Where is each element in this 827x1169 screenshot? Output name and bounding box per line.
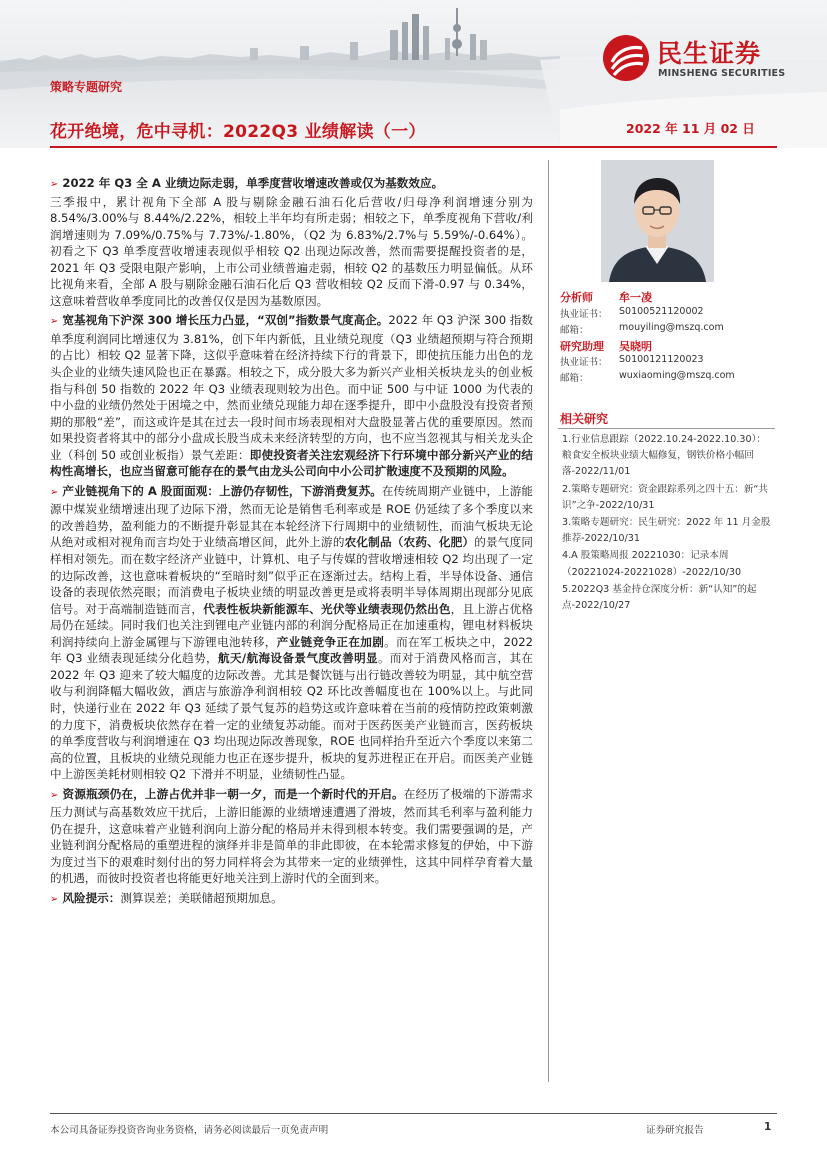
analyst-cert: S0100521120002 [619, 306, 704, 317]
bullet-triangle-icon: ➢ [50, 789, 59, 801]
report-date: 2022 年 11 月 02 日 [626, 121, 755, 136]
bullet-triangle-icon: ➢ [50, 486, 59, 498]
related-research-item[interactable]: 3.策略专题研究：民生研究：2022 年 11 月金股推荐-2022/10/31 [562, 517, 771, 545]
paragraph-1-lead: 2022 年 Q3 全 A 业绩边际走弱，单季度营收增速改善或仅为基数效应。 [62, 176, 444, 190]
related-research-item[interactable]: 5.2022Q3 基金持仓深度分析：新“认知”的起点-2022/10/27 [562, 583, 757, 612]
related-research-item[interactable]: 2.策略专题研究：资金跟踪系列之四十五：新“共识”之争-2022/10/31 [562, 483, 768, 511]
page-title: 花开绝境，危中寻机：2022Q3 业绩解读（一） [50, 122, 426, 142]
assistant-email-label: 邮箱： [560, 373, 589, 384]
risk-warning-label: 风险提示： [62, 890, 121, 905]
related-research-item[interactable]: 1.行业信息跟踪（2022.10.24-2022.10.30）：粮食安全板块业绩大幅修复，钢铁价格小幅回落-2022/11/01 [562, 434, 767, 478]
brand-logo [600, 32, 805, 84]
page-number: 1 [764, 1121, 772, 1133]
analyst-email-label: 邮箱： [560, 325, 589, 336]
analyst-role: 分析师 [560, 291, 593, 304]
paragraph-2-text: 2022 年 Q3 沪深 300 指数单季度利润同比增速仅为 3.81%，创下年内新低，且业绩兑现度（Q3 业绩超预期与符合预期的占比）相较 Q2 显著下降，这似乎意味着在经济持续下行的背景下，即使抗压能力出色的龙头企业的业绩失速风险也正在暴露。相较之下，成分股大多为新兴产业相关板块龙头的创业板指与科创 50 指数的 2022 年 Q3 业绩表现则较为出色。而中证 500 与中证 1000 为代表的中小盘的业绩仍然处于困境之中，然而业绩兑现能力却在逐季提升，即中小盘股没有投资者预期的那般“差”，而这或许是其在过去一段时间市场表现相对大盘股显著占优的重要原因。然而如果投资者将其中的部分小盘成长股当成未来经济转型的方向，也不应当忽视其与相关龙头企业（科创 50 或创业板指）景气差距： [50, 313, 533, 462]
paragraph-3-bold-3: 产业链竞争正在加剧 [276, 634, 385, 649]
related-research-divider [558, 428, 775, 429]
related-research-list [562, 432, 774, 615]
analyst-cert-label: 执业证书： [560, 309, 608, 320]
analyst-name: 牟一凌 [619, 291, 652, 304]
footer-disclaimer: 本公司具备证券投资咨询业务资格，请务必阅读最后一页免责声明 [50, 1125, 329, 1136]
paragraph-5 [50, 890, 533, 909]
risk-warning-text: 测算误差；美联储超预期加息。 [120, 890, 283, 905]
assistant-role: 研究助理 [560, 340, 604, 353]
header-divider [50, 146, 777, 148]
paragraph-3 [50, 483, 533, 783]
assistant-name: 吴晓明 [619, 340, 652, 353]
assistant-cert: S0100121120023 [619, 354, 704, 365]
paragraph-3-text-4: 。而在军工板块之中，2022 年 Q3 业绩表现延续分化趋势， [50, 634, 533, 666]
related-research-item[interactable]: 4.A 股策略周报 20221030：记录本周（20221024-20221028）-2022/10/30 [562, 550, 742, 578]
analyst-email[interactable]: mouyiling@mszq.com [619, 322, 724, 333]
paragraph-3-lead: 产业链视角下的 A 股面面观：上游仍存韧性，下游消费复苏。 [62, 483, 382, 498]
paragraph-3-bold-4: 航天/航海设备景气度改善明显 [218, 651, 378, 666]
bullet-triangle-icon: ➢ [50, 179, 59, 190]
analyst-portrait-icon [601, 160, 714, 282]
assistant-email[interactable]: wuxiaoming@mszq.com [619, 370, 735, 381]
assistant-cert-label: 执业证书： [560, 357, 608, 368]
paragraph-2 [50, 312, 533, 479]
paragraph-3-text-2: 的景气度同样相对领先。而在数字经济产业链中，计算机、电子与传媒的营收增速相较 Q2 均出现了一定的边际改善，这也意味着板块的“至暗时刻”似乎正在逐渐过去。结构上看，半导体设备、通信设备的表现依然亮眼；而消费电子板块业绩的明显改善更是或将表明半导体周期出现部分见底信号。对于高端制造链而言， [50, 535, 533, 616]
paragraph-2-lead: 宽基视角下沪深 300 增长压力凸显，“双创”指数景气度高企。 [62, 313, 389, 328]
paragraph-4-text: 在经历了极端的下游需求压力测试与高基数效应干扰后，上游旧能源的业绩增速遭遇了滑坡，然而其毛利率与盈利能力仍在提升，这意味着产业链利润向上游分配的格局并未得到根本转变。我们需要强调的是，产业链利润分配格局的重塑进程的演绎并非是简单的非此即彼，在本轮需求修复的伊始，中下游为度过当下的艰难时刻付出的努力同样将会为其带来一定的业绩弹性，这其中同样孕育着大量的机遇，而彼时投资者也将能更好地关注到上游时代的全面到来。 [50, 786, 533, 886]
paragraph-3-text-5: 。而对于消费风格而言，其在 2022 年 Q3 迎来了较大幅度的边际改善。尤其是餐饮链与出行链改善较为明显，其中航空营收与利润降幅大幅收敛，酒店与旅游净利润相较 Q2 环比改善幅度也在 100%以上。与此同时，快递行业在 2022 年 Q3 延续了景气复苏的趋势这或许意味着在当前的疫情防控政策刺激的力度下，消费板块依然存在着一定的业绩复苏动能。而对于医药医美产业链而言，医药板块的单季度营收与利润增速在 Q3 均出现边际改善现象，ROE 也同样抬升至近六个季度以来第二高的位置，且板块的业绩兑现能力也正在逐步提升，板块的复苏进程正在开启。而医美产业链中上游医美耗材则相较 Q2 下滑并不明显，业绩韧性凸显。 [50, 651, 533, 782]
logo-name-cn: 民生证券 [657, 39, 762, 68]
paragraph-3-text-1: 在传统周期产业链中，上游能源中煤炭业绩增速出现了边际下滑，然而无论是销售毛利率或是 ROE 仍延续了多个季度以来的改善趋势，盈利能力的不断提升彰显其在本轮经济下行周期中的业绩韧性，而油气板块无论从绝对或相对视角而言均处于业绩高增区间，此外上游的 [50, 483, 533, 550]
document-type: 策略专题研究 [50, 80, 123, 94]
paragraph-3-bold-2: 代表性板块新能源车、光伏等业绩表现仍然出色 [203, 601, 451, 616]
paragraph-3-text-3: ，且上游占优格局仍在延续。同时我们也关注到锂电产业链内部的利润分配格局正在加速重构，锂电材料板块利润持续向上游金属锂与下游锂电池转移， [50, 601, 533, 649]
paragraph-1-text: 三季报中，累计视角下全部 A 股与剔除金融石油石化后营收/归母净利润增速分别为 8.54%/3.00%与 8.44%/2.22%，相较上半年均有所走弱；相较之下，单季度视角下营收/利润增速则为 7.09%/0.75%与 7.73%/-1.80%，（Q2 为 6.83%/2.7%与 5.59%/-0.64%）。初看之下 Q3 单季度营收增速表现似乎相较 Q2 出现边际改善，然而需要提醒投资者的是，2021 年 Q3 受限电限产影响，上市公司业绩普遍走弱，相较 Q2 的基数压力明显偏低。从环比视角来看，全部 A 股与剔除金融石油石化后 Q3 营收相较 Q2 反而下滑-0.97 与 0.34%，这意味着营收单季度同比的改善仅仅是因为基数原因。 [50, 194, 533, 308]
logo-mark-icon [600, 32, 652, 84]
footer-label: 证券研究报告 [646, 1125, 704, 1136]
header-banner [0, 0, 827, 148]
report-body [50, 175, 533, 912]
paragraph-1 [50, 175, 533, 309]
paragraph-4-lead: 资源瓶颈仍在，上游占优并非一朝一夕，而是一个新时代的开启。 [62, 786, 404, 801]
paragraph-3-bold-1: 农化制品（农药、化肥） [344, 535, 475, 550]
bullet-triangle-icon: ➢ [50, 893, 59, 905]
column-divider [548, 160, 549, 1082]
analyst-photo [601, 160, 714, 282]
logo-name-en: MINSHENG SECURITIES [658, 68, 786, 79]
footer-divider [50, 1113, 777, 1114]
paragraph-4 [50, 786, 533, 887]
related-research-title: 相关研究 [560, 412, 609, 426]
bullet-triangle-icon: ➢ [50, 316, 59, 328]
paragraph-2-tail: 即使投资者关注宏观经济下行环境中部分新兴产业的结构性高增长，也应当留意可能存在的景气由龙头公司向中小公司扩散速度不及预期的风险。 [50, 447, 533, 479]
